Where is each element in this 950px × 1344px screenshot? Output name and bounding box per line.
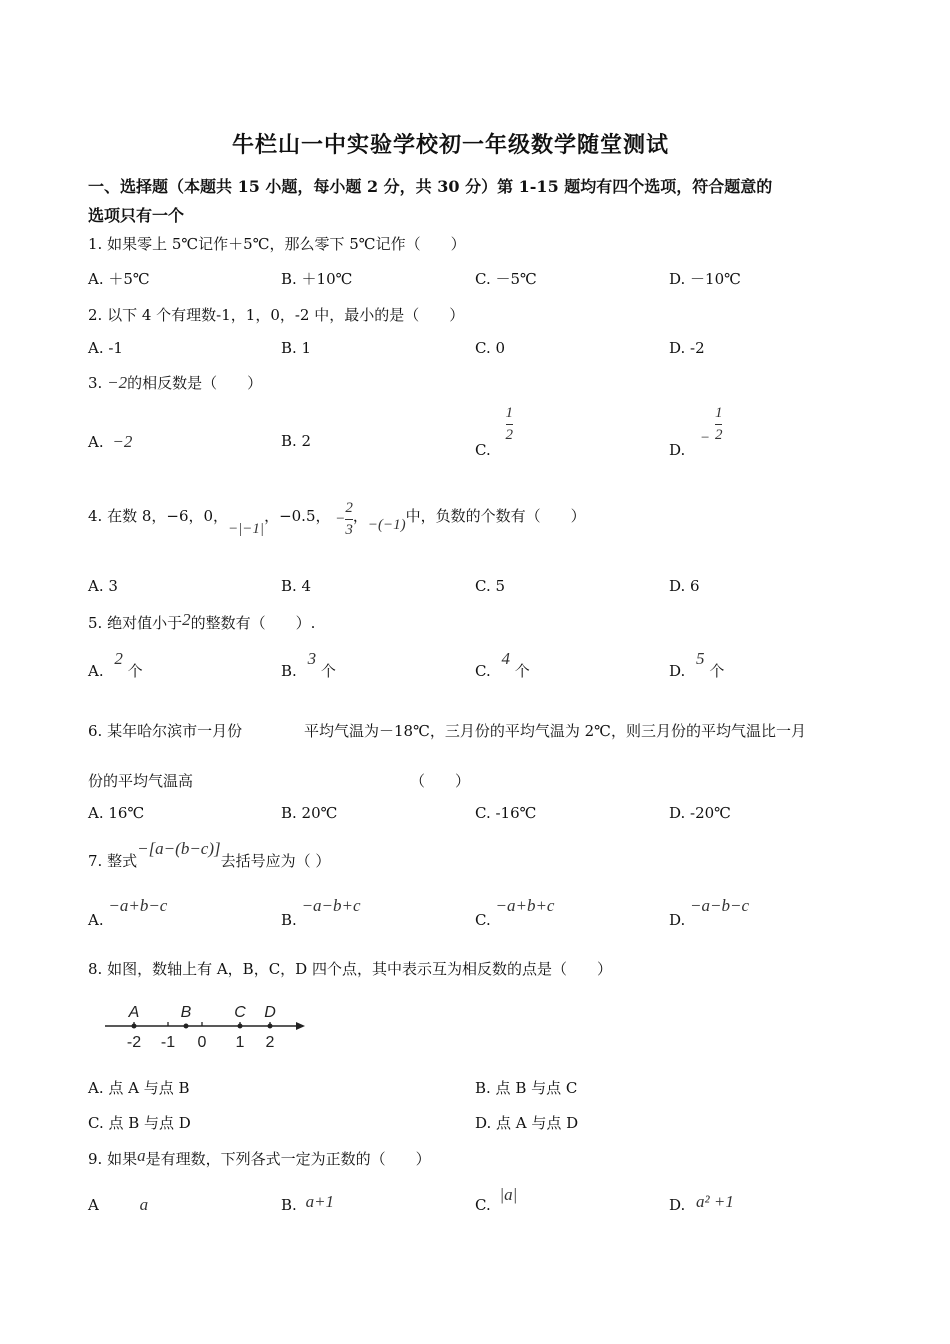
q7-option-b-label: B. <box>281 911 297 929</box>
q9-suffix: 是有理数，下列各式一定为正数的（ ） <box>145 1150 431 1168</box>
q7-option-b-value: −a−b+c <box>301 896 361 915</box>
q3-stem <box>88 372 262 393</box>
q5-option-d-label: D. <box>669 662 686 680</box>
q7-option-d-label: D. <box>669 911 686 929</box>
q3-option-c-fraction <box>506 405 514 443</box>
q5-suffix: 的整数有（ ）. <box>190 614 316 632</box>
q6-option-c[interactable]: C. -16℃ <box>475 804 537 822</box>
number-line-point <box>132 1024 137 1029</box>
q4-math-neg: −(−1) <box>367 517 406 533</box>
q3-option-a-label: A. <box>88 433 104 451</box>
q9-option-c[interactable] <box>475 1185 518 1214</box>
q5-option-c[interactable] <box>475 648 530 680</box>
section-heading-line2: 选项只有一个 <box>88 206 185 225</box>
q3-option-d-label: D. <box>669 441 686 459</box>
number-line-arrow <box>296 1022 305 1030</box>
q6-stem-line1a: 6. 某年哈尔滨市一月份 <box>88 722 243 740</box>
q2-option-a[interactable]: A. -1 <box>88 339 123 357</box>
q2-option-c[interactable]: C. 0 <box>475 339 506 357</box>
q3-option-d[interactable] <box>669 405 723 459</box>
q3-suffix: 的相反数是（ ） <box>127 374 263 392</box>
q9-option-c-label: C. <box>475 1196 491 1214</box>
section-heading-line1: 一、选择题（本题共 15 小题，每小题 2 分，共 30 分）第 1-15 题均有四个选项，符合题意的 <box>88 177 773 196</box>
fraction-bar <box>345 519 353 520</box>
fraction-denominator: 2 <box>714 426 723 443</box>
q7-math: −[a−(b−c)] <box>137 839 221 858</box>
q6-stem-line1b: 平均气温为－18℃，三月份的平均气温为 2℃，则三月份的平均气温比一月 <box>304 722 806 740</box>
number-line-point <box>268 1024 273 1029</box>
number-line-point-label: A <box>128 1004 140 1021</box>
number-line-point-label: C <box>234 1004 246 1021</box>
q9-option-b-value: a+1 <box>305 1192 335 1211</box>
q4-option-a[interactable]: A. 3 <box>88 577 118 595</box>
q5-option-c-label: C. <box>475 662 491 680</box>
number-line-point-label: D <box>264 1004 276 1021</box>
q6-option-d[interactable]: D. -20℃ <box>669 804 731 822</box>
q3-option-d-sign: − <box>700 430 711 446</box>
q5-option-b-label: B. <box>281 662 297 680</box>
q3-option-c-label: C. <box>475 441 491 459</box>
q9-option-a-value: a <box>139 1195 149 1214</box>
number-line-point <box>184 1024 189 1029</box>
q5-option-b-unit: 个 <box>320 662 336 680</box>
q9-option-b-label: B. <box>281 1196 297 1214</box>
q5-option-d-value: 5 <box>696 649 705 668</box>
q9-option-d[interactable] <box>669 1192 734 1215</box>
q5-option-a-unit: 个 <box>127 662 143 680</box>
q1-option-a[interactable]: A. ＋5℃ <box>88 270 150 288</box>
q9-option-b[interactable] <box>281 1192 335 1215</box>
q4-option-b[interactable]: B. 4 <box>281 577 312 595</box>
q8-stem: 8. 如图，数轴上有 A，B，C，D 四个点，其中表示互为相反数的点是（ ） <box>88 960 612 978</box>
number-line-tick-label: 1 <box>235 1034 245 1051</box>
number-line-figure <box>100 996 315 1058</box>
q2-option-b[interactable]: B. 1 <box>281 339 312 357</box>
fraction-numerator: 2 <box>345 500 353 516</box>
q7-option-c-value: −a+b+c <box>495 896 555 915</box>
q7-option-a-value: −a+b−c <box>108 896 168 915</box>
q8-option-c[interactable]: C. 点 B 与点 D <box>88 1114 191 1132</box>
q4-math-abs: −|−1| <box>228 521 265 537</box>
q4-prefix: 4. 在数 8，−6，0， <box>88 507 229 525</box>
fraction-denominator: 2 <box>505 426 513 443</box>
q5-option-b[interactable] <box>281 648 336 680</box>
q9-option-d-value: a² +1 <box>696 1192 734 1211</box>
q7-option-c[interactable] <box>475 896 555 929</box>
q3-option-b[interactable]: B. 2 <box>281 432 312 450</box>
q5-option-b-value: 3 <box>307 649 317 668</box>
q2-stem: 2. 以下 4 个有理数-1，1，0，-2 中，最小的是（ ） <box>88 306 465 324</box>
fraction-denominator: 3 <box>345 521 353 538</box>
q9-option-a[interactable] <box>88 1195 148 1215</box>
q7-prefix: 7. 整式 <box>88 852 138 870</box>
q6-stem-line2a: 份的平均气温高 <box>88 772 194 790</box>
page-title: 牛栏山一中实验学校初一年级数学随堂测试 <box>232 132 670 158</box>
q1-stem: 1. 如果零上 5℃记作＋5℃，那么零下 5℃记作（ ） <box>88 235 466 253</box>
q8-option-d[interactable]: D. 点 A 与点 D <box>475 1114 579 1132</box>
q3-option-a-math: −2 <box>112 432 133 451</box>
q5-option-a-label: A. <box>88 662 104 680</box>
number-line-point-label: B <box>180 1004 192 1021</box>
q3-option-d-fraction <box>715 405 723 443</box>
q5-option-d-unit: 个 <box>709 662 725 680</box>
fraction-bar <box>506 424 514 425</box>
q4-fraction-sign: − <box>335 511 346 527</box>
q3-option-a[interactable] <box>88 432 132 452</box>
q8-option-a[interactable]: A. 点 A 与点 B <box>88 1079 190 1097</box>
q5-option-a[interactable] <box>88 648 143 680</box>
q5-option-a-value: 2 <box>114 649 123 668</box>
fraction-numerator: 1 <box>714 405 723 421</box>
q1-option-d[interactable]: D. －10℃ <box>669 270 741 288</box>
q4-stem: 4. 在数 8，−6，0，−|−1|，−0.5， − $\frac{2}{3}$ ，−(−1)中，负数的个数有（ ） <box>88 500 586 538</box>
q7-option-a-label: A. <box>88 911 104 929</box>
fraction-numerator: 1 <box>505 405 513 421</box>
q9-prefix: 9. 如果 <box>88 1150 138 1168</box>
q7-suffix: 去括号应为（ ） <box>220 852 331 870</box>
q4-option-d[interactable]: D. 6 <box>669 577 700 595</box>
fraction-bar <box>715 424 723 425</box>
q3-option-c[interactable] <box>475 405 513 459</box>
q4-mid: ，−0.5， <box>264 507 331 525</box>
q7-option-b[interactable] <box>281 896 361 929</box>
q9-stem <box>88 1148 431 1169</box>
q1-option-b[interactable]: B. ＋10℃ <box>281 270 353 288</box>
q7-stem <box>88 838 331 870</box>
q7-option-d-value: −a−b−c <box>690 896 750 915</box>
number-line-tick-label: 0 <box>197 1034 207 1051</box>
q7-option-c-label: C. <box>475 911 491 929</box>
q2-option-d[interactable]: D. -2 <box>669 339 705 357</box>
q3-math: −2 <box>107 373 128 392</box>
number-line-point <box>238 1024 243 1029</box>
q5-option-d[interactable] <box>669 648 725 680</box>
q8-option-b[interactable]: B. 点 B 与点 C <box>475 1079 578 1097</box>
q6-option-a[interactable]: A. 16℃ <box>88 804 145 822</box>
q4-option-c[interactable]: C. 5 <box>475 577 506 595</box>
q4-fraction <box>345 500 353 538</box>
q9-option-c-value: |a| <box>499 1185 518 1204</box>
q9-math: a <box>137 1146 146 1165</box>
q7-option-a[interactable] <box>88 896 168 929</box>
q1-option-c[interactable]: C. －5℃ <box>475 270 537 288</box>
q5-math: 2 <box>182 610 191 629</box>
number-line-tick-label: -1 <box>160 1034 176 1051</box>
q6-stem-line2b: （ ） <box>410 772 471 790</box>
number-line-tick-label: 2 <box>265 1034 275 1051</box>
q6-option-b[interactable]: B. 20℃ <box>281 804 338 822</box>
q5-prefix: 5. 绝对值小于 <box>88 614 183 632</box>
q5-stem <box>88 612 315 633</box>
q5-option-c-value: 4 <box>501 649 510 668</box>
number-line-tick-label: -2 <box>126 1034 142 1051</box>
q5-option-c-unit: 个 <box>514 662 530 680</box>
q3-number: 3. <box>88 374 103 392</box>
q9-option-a-label: A <box>88 1196 99 1214</box>
q9-option-d-label: D. <box>669 1196 686 1214</box>
q7-option-d[interactable] <box>669 896 750 929</box>
q4-suffix: 中，负数的个数有（ ） <box>405 507 586 525</box>
